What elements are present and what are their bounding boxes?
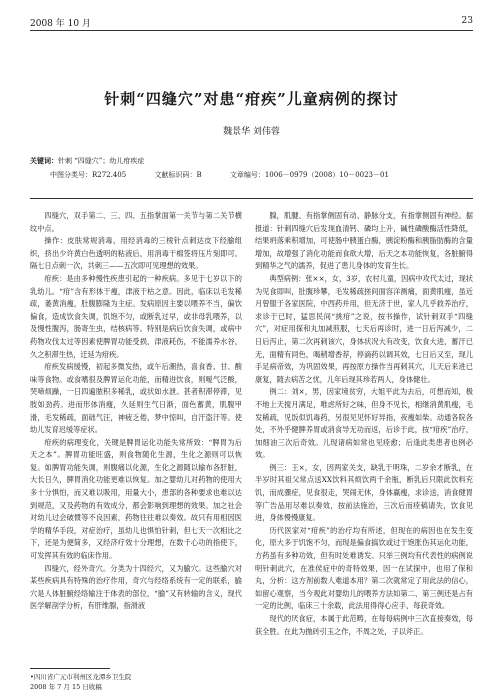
paragraph: 疳疾发病缓慢，初起多微发热，或午后潮热，喜食香、甘、酸味等食物。或食嗜很及脾胃运化功能，而精进饮食，则嗳气泛酸，哭啼烦躁，一日四遍脓积多稀乳，或状如水泄。甚者积滞停滞，见肢如劲药。进而形体消瘦，久延则生气日渐，面色蓄黄，肌腹甲滑，毛发稀疏，面础气汪，神疲乏倦，梦中惊叫，自汗盗汗等。使幼儿发育迟缓等症状。 bbox=[30, 362, 242, 435]
paragraph: 疳疾的病理变化，关键是脾胃运化功能失常所致：“脾胃为后天之本”。脾胃功能旺盛，则食物随化生源，生化之源则可以恢复。如脾胃功能失调，则腹痛以化源，生化之源随以输布各肝脏，大长日久，脾胃消化功能更难以恢复。加之婴幼儿对药物的使用大多十分惧怕，而又难以吸用，用量大小，患部的各种要求也难以达到规范，又及药物的有效成分，都会影响到理想的效果。加之社会对幼儿过会破惯等不良因素，药物往往难以奏效。故只有用相因医学的精华手段，对症治疗，虽幼儿也惧怕针刺，但七天一次相比之下，还是为便简多，又经济疗效十分理想，在数千心功的指使下，可发挥其有效的临床作用。 bbox=[30, 437, 242, 561]
document-code: 文献标识码：B bbox=[154, 171, 202, 179]
left-column bbox=[30, 210, 242, 613]
issue-date: 2008 年 10 月 bbox=[30, 19, 91, 29]
paragraph: 历代医家对“疳疾”的治疗均有所述，但现在的病因也在发生变化，原大多于饥饱不匀，而现是偏食搞饮或过于饱胀伤其运化功能，方药虽有多种功效，但有时处难诱发。只举三例均有代表性的病例说明针刺此穴，在准侯症中的奇特效果，因一在试探中，也用了保和丸，分析：这方剂前数人难道本用？第二次就常定了用此法的信心，如留心观察，当今观此对婴幼儿的喂养方法如第二、第三例还是占有一定的比例，临床三十余载，此法用得得心应手，每获奇效。 bbox=[255, 525, 473, 611]
footnote-divider bbox=[30, 668, 110, 669]
paragraph: 疳疾：是由多种慢性疾患引起的一种疾病。多见于七岁以下的乳幼儿。“疳”含有形体干瘦，津液干枯之意。因此，临床以毛发稀疏，萎黄消瘦，肚腹膨隆为主症。发病原因主要以喂养不当，偏饮偏食，造成饮食失调，饥饱不匀，或断乳过早，或非母乳喂养，以及慢性腹泻，肠寄生虫，结核病等。特别是病后饮食失调，或病中药物攻伐太过等因素使脾胃功能受损，津液耗伤，不能濡养水谷，久之积滞生热，迁延为疳疾。 bbox=[30, 273, 242, 359]
author-affiliation: •四川省广元市利州区龙潭乡卫生院 bbox=[30, 673, 132, 681]
keywords-label: 关键词： bbox=[30, 156, 58, 165]
article-id: 文章编号：1006－0979（2008）10－0023－01 bbox=[229, 171, 389, 179]
paragraph: 操作：皮肤常规消毒，用经消毒的三棱针点刺达皮下经腧组织，挤出少许黄白色透明的粘液后，用消毒干棉签将压片刻即可。隔七日点刺一次，共刺三——五次即可见理想的效果。 bbox=[30, 236, 242, 271]
paragraph: 例二：刘×，男，因家境贫穷，大姐平此为去后，可想而知，极不地上天搅月满足，唯虑所好之味，但身不见长，相继消黄肌瘦，毛发稀疏，见饭似饥毒药，另很见见怀好异指，夜瘦如柴。动通各院各处，不外乎健脾养胃或消食导无功而返，后诊于此，按“疳疾”治疗，加细油三次后奇效。儿现诸病如常也见痊愈；后逢此类患者也例必效。 bbox=[255, 387, 473, 460]
keywords-line bbox=[30, 156, 144, 166]
article-title: 针刺“四缝穴”对患“疳疾”儿童病例的探讨 bbox=[104, 90, 399, 108]
right-column bbox=[255, 210, 473, 638]
paragraph: 例三：王×，女，因两家关支，缺乳于明珠，二岁余才断乳，在半岁时其祖父常点送XX饮料其烦饮两千余瓶，断乳后只限此饮料充饥，而成骤症，见食很走，哭闹无休，身体赢瘦，求诊送，消食健胃等广告品用尽难以奏效，按前法施治，三次后而痊稿请失，饮食见进，身体慢慢康复。 bbox=[255, 462, 473, 523]
classification-row bbox=[50, 170, 470, 180]
header-divider bbox=[30, 198, 473, 199]
received-date: 2008 年 7 月 15 日收稿 bbox=[30, 683, 102, 691]
paragraph: 四缝穴，双手第二、三、四、五指掌面第一关节与第二关节横纹中点。 bbox=[30, 211, 242, 233]
paragraph: 腺，肌腱、有指掌侧固有动、静脉分支，有指掌侧固有神经。据报道：针刺四缝穴后发现血清钙、磷均上升，碱性磷酸酶活性降低，结果坍落乘积增加，可使肠中胰蛋白酶，胰淀粉酶和胰脂肪酶的含量增加，故增强了消化功能而食欲大增，后天之本功能恢复，各脏腑得到精华之气的濡养，促进了患儿身体的发育生长。 bbox=[255, 211, 473, 271]
footnote bbox=[30, 672, 131, 692]
paragraph: 现代的厌食症，本属于此范畴，在每每病例中三次直接奏效，每获全胜。在此为抛砖引玉之作，不周之处，子以斧正。 bbox=[255, 614, 473, 636]
paragraph: 典型病例：张××，女，3岁，农村儿童，因病中攻代太过，现状为见食即叫，肚腹珍攀，毛发稀疏搓间面容洋测痛，面黄肌瘦，虽近月曾服于各家医院，中西药并用，但无济于世，家人几乎救养治疗，求诊于已时，猛思民间“挑疳”之说，按书操作，试针刺双手“四缝穴”，对症用探和丸加减煎服，七天后再诊时，进一日后泻减少，二日后泻止，第二次再刺该穴，身体状况大有改变，饮食大进，蓄汗已无，面精有同色，喝稍增香荐，停滴药以调其效，七日后又至，现儿手足病帝效，为巩固效果，再按原方操作当再刺其穴，儿天后来进已康复，随去病苦之忧，儿年后现其珍若两人，身体健壮。 bbox=[255, 273, 473, 384]
author-line: 魏景华 刘伟蓉 bbox=[223, 127, 280, 137]
keywords-text: 针刺 “四缝穴”；幼儿疳疾症 bbox=[58, 157, 145, 165]
clc-number: 中图分类号：R272.405 bbox=[50, 171, 127, 179]
running-head bbox=[30, 16, 473, 31]
page-number: 23 bbox=[461, 16, 473, 26]
paragraph: 四缝穴，经外奇穴。分类为十四经穴，又为腧穴。这些腧穴对某些疾病具有特殊的治疗作用，奇穴与经络系统有一定的联系，腧穴是人体脏腑经络输注于体表的部位，“腧”又有转输的含义，现代医学解剖学分析，有肝维腺，指滑液 bbox=[30, 563, 242, 611]
